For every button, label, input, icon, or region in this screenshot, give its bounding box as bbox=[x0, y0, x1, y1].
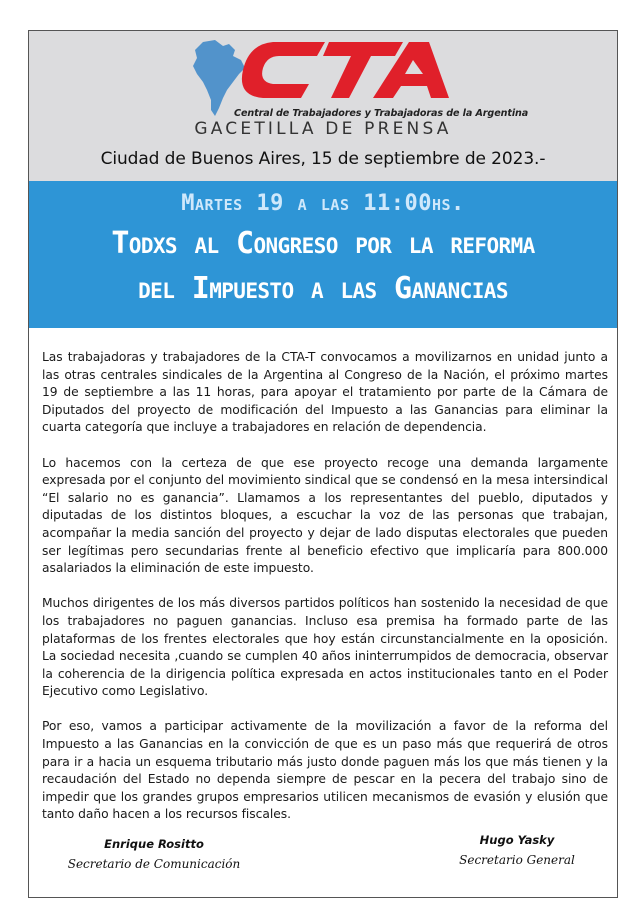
banner-title bbox=[29, 221, 617, 311]
cta-wordmark bbox=[233, 38, 463, 104]
headline-banner bbox=[29, 181, 617, 328]
dateline: Ciudad de Buenos Aires, 15 de septiembre de 2023.- bbox=[100, 149, 546, 169]
paragraph: Lo hacemos con la certeza de que ese proyecto recoge una demanda largamente expresada por el conjunto del movimiento sindical que se condensó en la mesa intersindical “El salario no es ganancia”. Llamamos a los representantes del pueblo, diputados y diputadas de los distintos bloques, a escuchar la voz de las personas que trabajan, acompañar la media sanción del proyecto y dejar de lado disputas electorales que pueden ser legítimas pero secundarias frente al beneficio efectivo que implicaría para 800.000 asalariados la eliminación de este impuesto. bbox=[42, 455, 608, 576]
signature-role: Secretario General bbox=[459, 853, 575, 867]
paragraph: Por eso, vamos a participar activamente de la movilización a favor de la reforma del Impuesto a las Ganancias en la convicción de que es un paso más que requerirá de otros para ir a hacia un esquema tributario más justo donde paguen más los que más tienen y la recaudación del Estado no dependa siempre de pescar en la pecera del trabajo sino de impedir que los grandes grupos empresarios utilicen mecanismos de evasión y elusión que tanto daño hacen a los recursos fiscales. bbox=[42, 719, 608, 822]
banner-subtitle: Martes 19 a las 11:00hs. bbox=[181, 191, 465, 216]
signature-role: Secretario de Comunicación bbox=[67, 857, 241, 871]
signature-right bbox=[437, 833, 597, 867]
logo-subtitle: Central de Trabajadores y Trabajadoras de la Argentina bbox=[234, 108, 529, 119]
signature-name: Enrique Rositto bbox=[104, 837, 204, 851]
logo-text: CTA bbox=[348, 78, 350, 79]
header bbox=[29, 31, 617, 181]
paragraph: Muchos dirigentes de los más diversos partidos políticos han sostenido la necesidad de que los trabajadores no paguen ganancias. Incluso esa premisa ha formado parte de las plataformas de los frentes electorales que hoy están circunstancialmente en la oposición. La sociedad necesita ,cuando se cumplen 40 años ininterrumpidos de democracia, observar la coherencia de la dirigencia política expresada en actos institucionales tanto en el Poder Ejecutivo como Legislativo. bbox=[42, 596, 608, 699]
press-release-sheet bbox=[28, 30, 618, 898]
signature-name: Hugo Yasky bbox=[479, 833, 555, 847]
body-text bbox=[42, 349, 608, 842]
section-label: GACETILLA DE PRENSA bbox=[194, 119, 452, 139]
signature-left bbox=[49, 837, 259, 871]
banner-title-line-1: Todxs al Congreso por la reforma bbox=[111, 226, 535, 261]
banner-title-line-2: del Impuesto a las Ganancias bbox=[138, 271, 508, 306]
paragraph: Las trabajadoras y trabajadores de la CTA-T convocamos a movilizarnos en unidad junto a las otras centrales sindicales de la Argentina al Congreso de la Nación, el próximo martes 19 de septiembre a las 11 horas, para apoyar el tratamiento por parte de la Cámara de Diputados del proyecto de modificación del Impuesto a las Ganancias para eliminar la cuarta categoría que incluye a trabajadores en relación de dependencia. bbox=[42, 350, 608, 435]
